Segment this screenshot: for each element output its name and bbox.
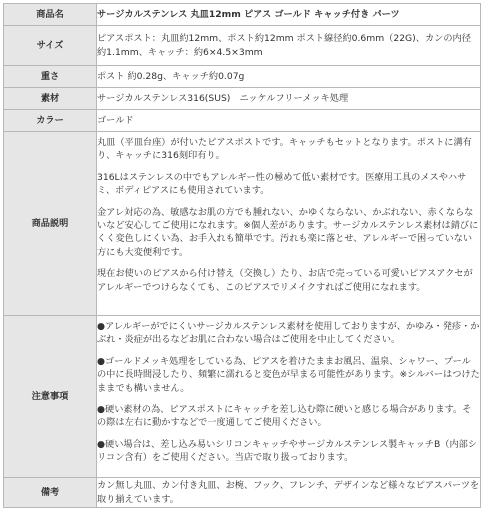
label-weight: 重さ [4, 66, 97, 88]
product-spec-frame [3, 3, 481, 506]
row-weight [4, 66, 481, 88]
description-paragraph: 316Lはステンレスの中でもアレルギー性の極めて低い素材です。医療用工具のメスやハサミ、ボディピアスにも使用されています。 [97, 171, 467, 197]
label-color: カラー [4, 110, 97, 132]
row-material [4, 88, 481, 110]
notes-paragraph: ●硬い素材の為、ピアスポストにキャッチを差し込む際に硬いと感じる場合があります。その際は左右に動かすなどで一度通してご使用ください。 [97, 404, 472, 429]
description-paragraph: 丸皿（平皿台座）が付いたピアスポストです。キャッチもセットとなります。ポストに溝有り、キャッチに316刻印有り。 [97, 137, 472, 162]
row-size [4, 26, 481, 66]
row-color [4, 110, 481, 132]
value-color: ゴールド [97, 110, 481, 132]
product-spec-table [3, 3, 481, 508]
row-notes [4, 316, 481, 478]
description-paragraph: 金アレ対応の為、敏感なお肌の方でも腫れない、かゆくならない、かぶれない、赤くならないなど安心してご使用になれます。※個人差があります。サージカルステンレス素材は錆びにくく変色しにくい為、お手入れも簡単です。汚れも楽に落とせ、アレルギーで困っていない方にも大変便利です。 [97, 206, 479, 258]
row-remarks [4, 478, 481, 508]
notes-paragraph: ●ゴールドメッキ処理をしている為、ピアスを着けたままお風呂、温泉、シャワー、プールの中に長時間浸したり、頻繁に濡れると変色が早まる可能性があります。※シルバーはつけたままでも構いません。 [97, 355, 480, 394]
label-description: 商品説明 [4, 132, 97, 316]
value-weight: ポスト 約0.28g、キャッチ約0.07g [97, 66, 481, 88]
row-product-name [4, 4, 481, 26]
label-notes: 注意事項 [4, 316, 97, 478]
notes-paragraph: ●アレルギーがでにくいサージカルステンレス素材を使用しておりますが、かゆみ・発疹・かぶれ・炎症が出るなどお肌に合わない場合はご使用を中止してください。 [97, 321, 480, 346]
label-material: 素材 [4, 88, 97, 110]
label-size: サイズ [4, 26, 97, 66]
value-notes [97, 316, 481, 478]
description-paragraph: 現在お使いのピアスから付け替え（交換し）たり、お店で売っている可愛いピアスアクセがアレルギーでつけらなくても、このピアスでリメイクすればご使用になれます。 [97, 268, 473, 293]
value-description [97, 132, 481, 316]
value-material: サージカルステンレス316(SUS) ニッケルフリーメッキ処理 [97, 88, 481, 110]
value-product-name: サージカルステンレス 丸皿12mm ピアス ゴールド キャッチ付き パーツ [97, 4, 481, 26]
label-product-name: 商品名 [4, 4, 97, 26]
value-remarks: カン無し丸皿、カン付き丸皿、お椀、フック、フレンチ、デザインなど様々なピアスパーツを取り揃えています。 [97, 478, 481, 508]
value-size: ピアスポスト：丸皿約12mm、ポスト約12mm ポスト線径約0.6mm（22G)、カンの内径約1.1mm、キャッチ：約6×4.5×3mm [97, 26, 481, 66]
row-description [4, 132, 481, 316]
notes-paragraph: ●硬い場合は、差し込み易いシリコンキャッチやサージカルステンレス製キャッチB（内部シリコン含有）をご使用ください。当店で取り扱っております。 [97, 438, 478, 464]
label-remarks: 備考 [4, 478, 97, 508]
